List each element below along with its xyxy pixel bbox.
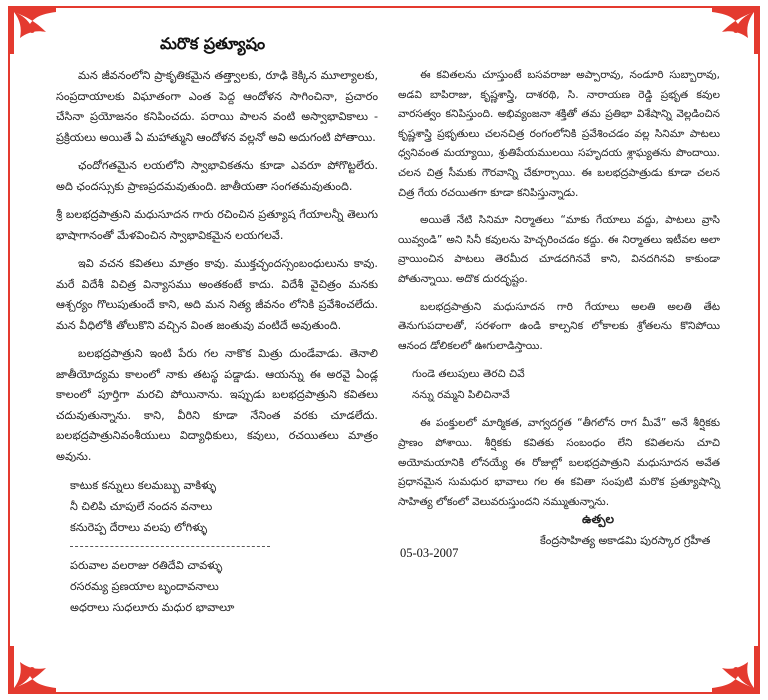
verse-line: పరువాల వలరాజు రతిదేవి చావళ్ళు — [70, 559, 223, 572]
corner-ornament-top-left — [10, 8, 56, 54]
signature-name: ఉత్పల — [582, 512, 615, 526]
verse-line: కాటుక కన్నులు కలమబ్బు వాకిళ్ళు — [70, 479, 217, 492]
paragraph: బలభద్రపాత్రుని మధుసూదన గారి గేయాలు అలతి అలతి తేట తెనుగుపదాలతో, సరళంగా ఉండి కాల్పనిక లోకాలకు శ్రోతలను కొనిపోయి ఆనంద డోలికలలో ఊగులాడిస్తాయి. — [398, 300, 720, 352]
verse-line: గుండె తలుపులు తెరచి చివే — [412, 368, 525, 381]
corner-ornament-bottom-right — [712, 646, 758, 692]
verse-line: నీ చిలిపి చూపులే నందన వనాలు — [70, 500, 213, 513]
verse-line: కనురెప్ప దేరాలు వలపు లోగిళ్ళు — [70, 521, 208, 534]
corner-ornament-bottom-left — [10, 646, 56, 692]
signature-title: కేంద్రసాహిత్య అకాడమి పురస్కార గ్రహీత — [540, 534, 711, 547]
dashed-divider — [70, 546, 270, 547]
paragraph: శ్రీ బలభద్రపాత్రుని మధుసూదన గారు రచించిన ప్రత్యూష గేయాలన్నీ తెలుగు భాషాగానంతో మేళవించిన స్వాభావికమైన లయగలవే. — [56, 208, 378, 242]
date: 05-03-2007 — [400, 546, 459, 560]
verse-line: రసరమ్య ప్రణయాల బృందావనాలు — [70, 580, 219, 593]
verse-line: అధరాలు సుధలూరు మధుర భావాలూ — [70, 601, 235, 614]
verse-block-1 — [70, 475, 378, 538]
paragraph: మన జీవనంలోని ప్రాకృతికమైన తత్త్వాలకు, రూఢి కెక్కిన మూల్యాలకు, సంప్రదాయాలకు విఘాతంగా ఎంత పెద్ద ఆందోళన సాగించినా, ప్రచారం చేసినా ప్రయోజనం కనిపించదు. పరాయి పాలన వంటి అస్వాభావికాలు - ప్రక్రియలు అయితే ఏ మహాత్ముని ఆందోళన వల్లనో అవి అదుగంటి పోతాయి. — [56, 69, 378, 144]
right-column — [398, 66, 720, 520]
left-column — [56, 66, 378, 626]
paragraph: అయితే నేటి సినిమా నిర్మాతలు “మాకు గేయాలు వద్దు, పాటలు వ్రాసి యివ్వండి” అని సినీ కవులను హెచ్చరించడం కద్దు. ఈ నిర్మాతలు ఇటీవల అలా వ్రాయించిన పాటలు తెరమీద చూడదగినవే కాని, వినదగినవి కాకుండా పోతున్నాయి. అదొక దురదృష్టం. — [398, 214, 720, 285]
page-title: మరొక ప్రత్యూషం — [160, 34, 266, 53]
paragraph: ఛందోగతమైన లయలోని స్వాభావికతను కూడా ఎవరూ పోగొట్టలేరు. అది ఛందస్సుకు ప్రాణప్రదమవుతుంది. జాతీయతా సంగతమవుతుంది. — [56, 159, 378, 193]
paragraph: ఈ పంక్తులలో మార్మికత, వాగ్వదగ్ధత “తీగలోన రాగ మీవే” అనే శీర్షికకు ప్రాణం పోశాయి. శీర్షికకు కవితకు సంబంధం లేని కవితలను చూచి అయోమయానికి లోనయ్యే ఈ రోజుల్లో బలభద్రపాత్రుని మధుసూదన అవేత ప్రధానమైన సుమధుర భావాలు గల ఈ కవితా సంపుటి మరొక ప్రత్యూషాన్ని సాహిత్య లోకంలో వెలువరుస్తుందని నమ్ముతున్నాను. — [398, 417, 720, 508]
verse-block-2 — [70, 555, 378, 618]
paragraph: ఈ కవితలను చూస్తుంటే బసవరాజు అప్పారావు, నండూరి సుబ్బారావు, అడవి బాపిరాజు, కృష్ణశాస్త్రి, దాశరథి, సి. నారాయణ రెడ్డి ప్రభృత కవుల వారసత్వం కనిపిస్తుంది. అభివ్యంజనా శక్తితో తమ ప్రతిభా విశేషాన్ని వెల్లడించిన కృష్ణశాస్త్రి ప్రభృతులు చలనచిత్ర రంగంలోనికి ప్రవేశించడం వల్ల సినిమా పాటలు ధ్వనివంత మయ్యాయి, శ్రుతిపేయములయి సహృదయ శ్లాఘ్యతను పొందాయి. చలన చిత్ర సీమకు గౌరవాన్ని చేకూర్చాయి. ఈ బలభద్రపాత్రుడు కూడా చలన చిత్ర గేయ రచయితగా కూడా కనిపిస్తున్నాడు. — [398, 69, 720, 199]
verse-block-right — [412, 364, 720, 406]
paragraph: ఇవి వచన కవితలు మాత్రం కావు. ముక్తచ్ఛందస్సంబంధులును కావు. మరే విదేశీ విచిత్ర విన్యాసము అంతకంటే కాదు. విదేశీ వైచిత్రం మనకు ఆశ్చర్యం గొలుపుతుందే కాని, అది మన నిత్య జీవనం లోనికి ప్రవేశించలేదు. మన వీధిలోకి తోలుకొని వచ్చిన వింత జంతువు వంటిదే అవుతుంది. — [56, 257, 378, 332]
corner-ornament-top-right — [712, 8, 758, 54]
paragraph: బలభద్రపాత్రుని ఇంటి పేరు గల నాకొక మిత్రు దుండేవాడు. తెనాలి జాతీయోద్యమ కాలంలో నాకు తటస్థ పడ్డాడు. ఆయన్ను ఈ అరవై ఏండ్ల కాలంలో పూర్తిగా మరచి పోయినాను. ఇప్పుడు బలభద్రపాత్రుని కవితలు చదువుతున్నాను. కాని, వీరిని కూడా నేనింత వరకు చూడలేదు. బలభద్రపాత్రునివంశీయులు విద్యాధికులు, కవులు, రచయితలు మాత్రం అవును. — [56, 347, 378, 463]
verse-line: నన్ను రమ్మని పిలిచినావే — [412, 389, 510, 402]
